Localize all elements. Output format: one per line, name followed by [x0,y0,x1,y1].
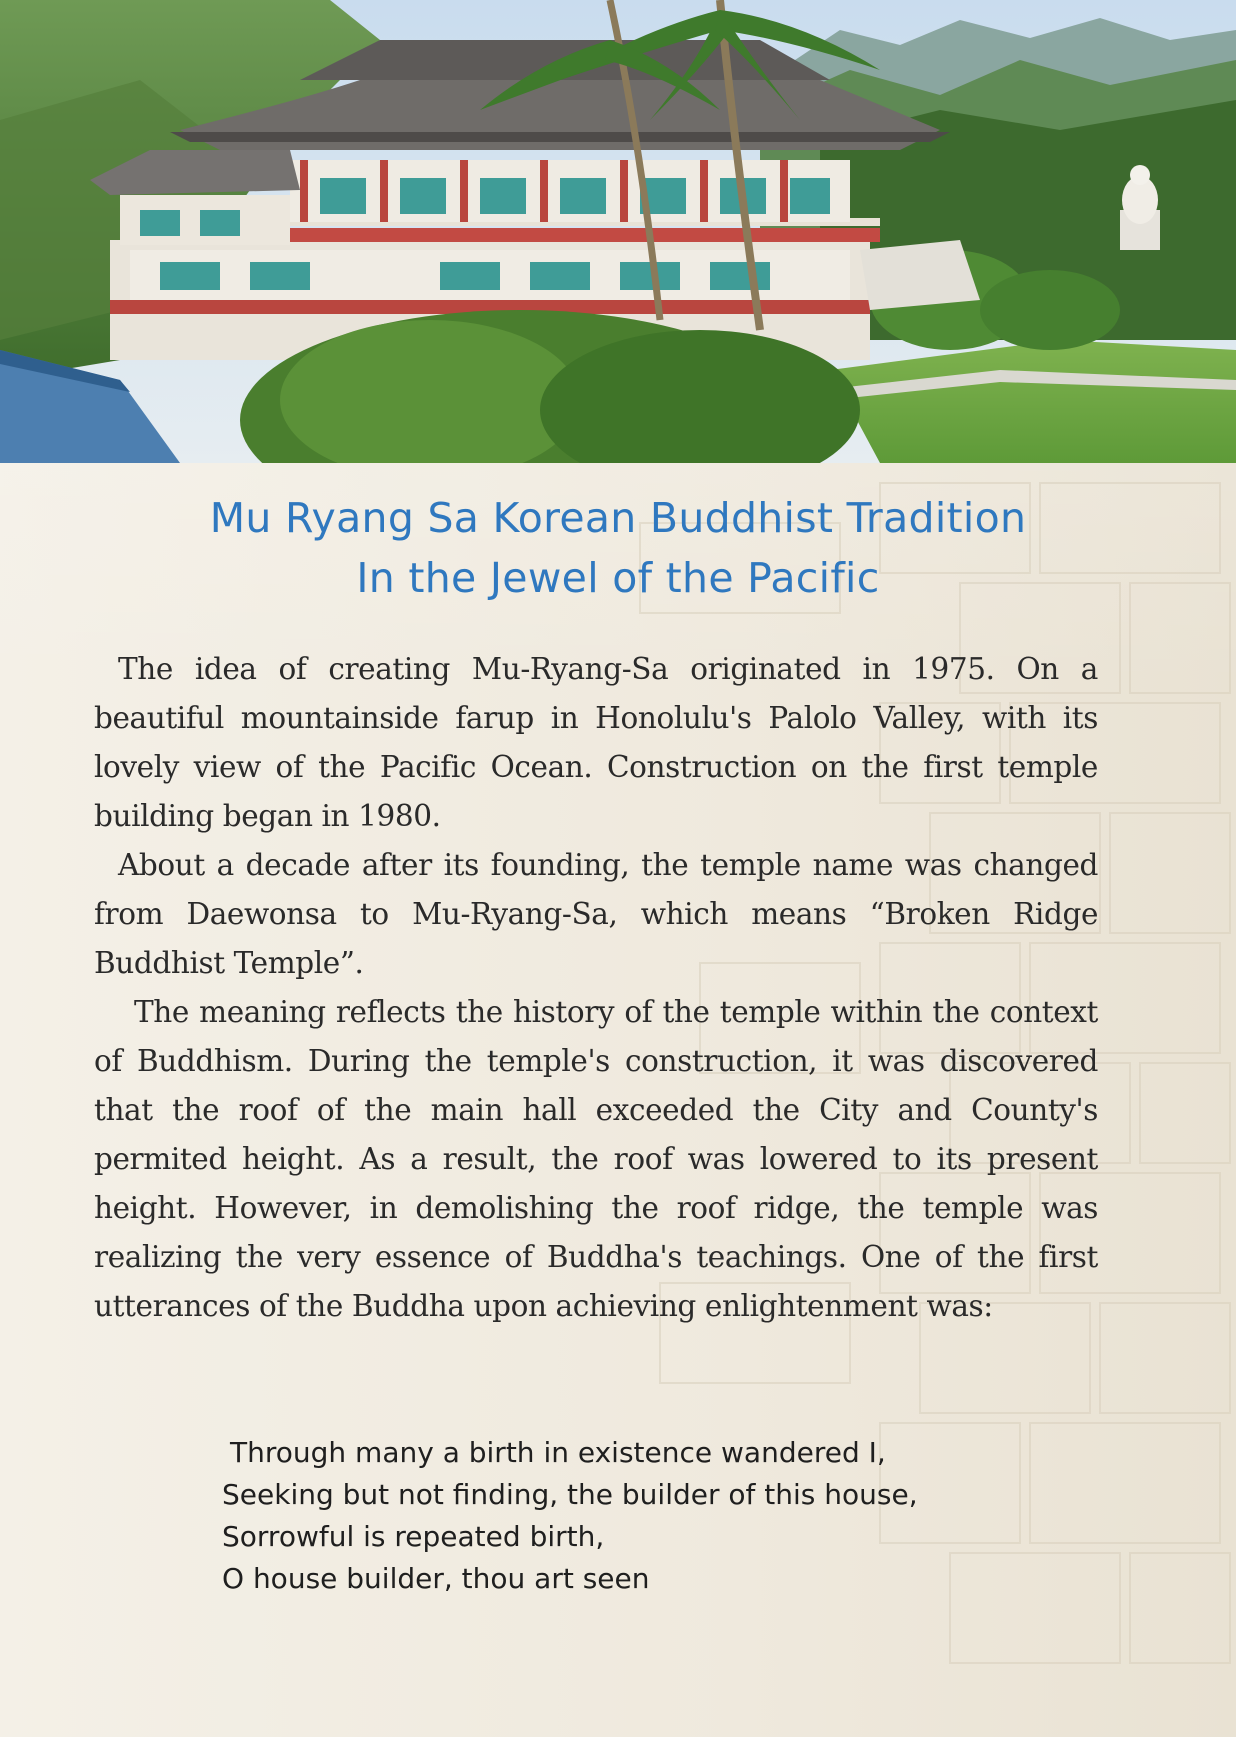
paragraph-1: The idea of creating Mu-Ryang-Sa originated in 1975. On a beautiful mountainside farup in Honolulu's Palolo Valley, with its lovely view of the Pacific Ocean. Construction on the first temple building began in 1980. [94,652,1098,833]
buddha-verse [222,1432,1122,1600]
title-line-2: In the Jewel of the Pacific [356,554,880,602]
temple-photo [0,0,1236,463]
article-body [94,645,1098,1331]
verse-line-4: O house builder, thou art seen [222,1562,650,1595]
paragraph-2: About a decade after its founding, the temple name was changed from Daewonsa to Mu-Ryang-Sa, which means “Broken Ridge Buddhist Temple”. [94,848,1098,980]
page-title [0,488,1236,608]
verse-line-3: Sorrowful is repeated birth, [222,1520,605,1553]
title-line-1: Mu Ryang Sa Korean Buddhist Tradition [209,494,1027,542]
paragraph-3: The meaning reflects the history of the temple within the context of Buddhism. During the temple's construction, it was discovered that the roof of the main hall exceeded the City and County's permited height. As a result, the roof was lowered to its present height. However, in demolishing the roof ridge, the temple was realizing the very essence of Buddha's teachings. One of the first utterances of the Buddha upon achieving enlightenment was: [94,995,1098,1323]
verse-line-1: Through many a birth in existence wandered I, [230,1436,886,1469]
verse-line-2: Seeking but not finding, the builder of this house, [222,1478,918,1511]
